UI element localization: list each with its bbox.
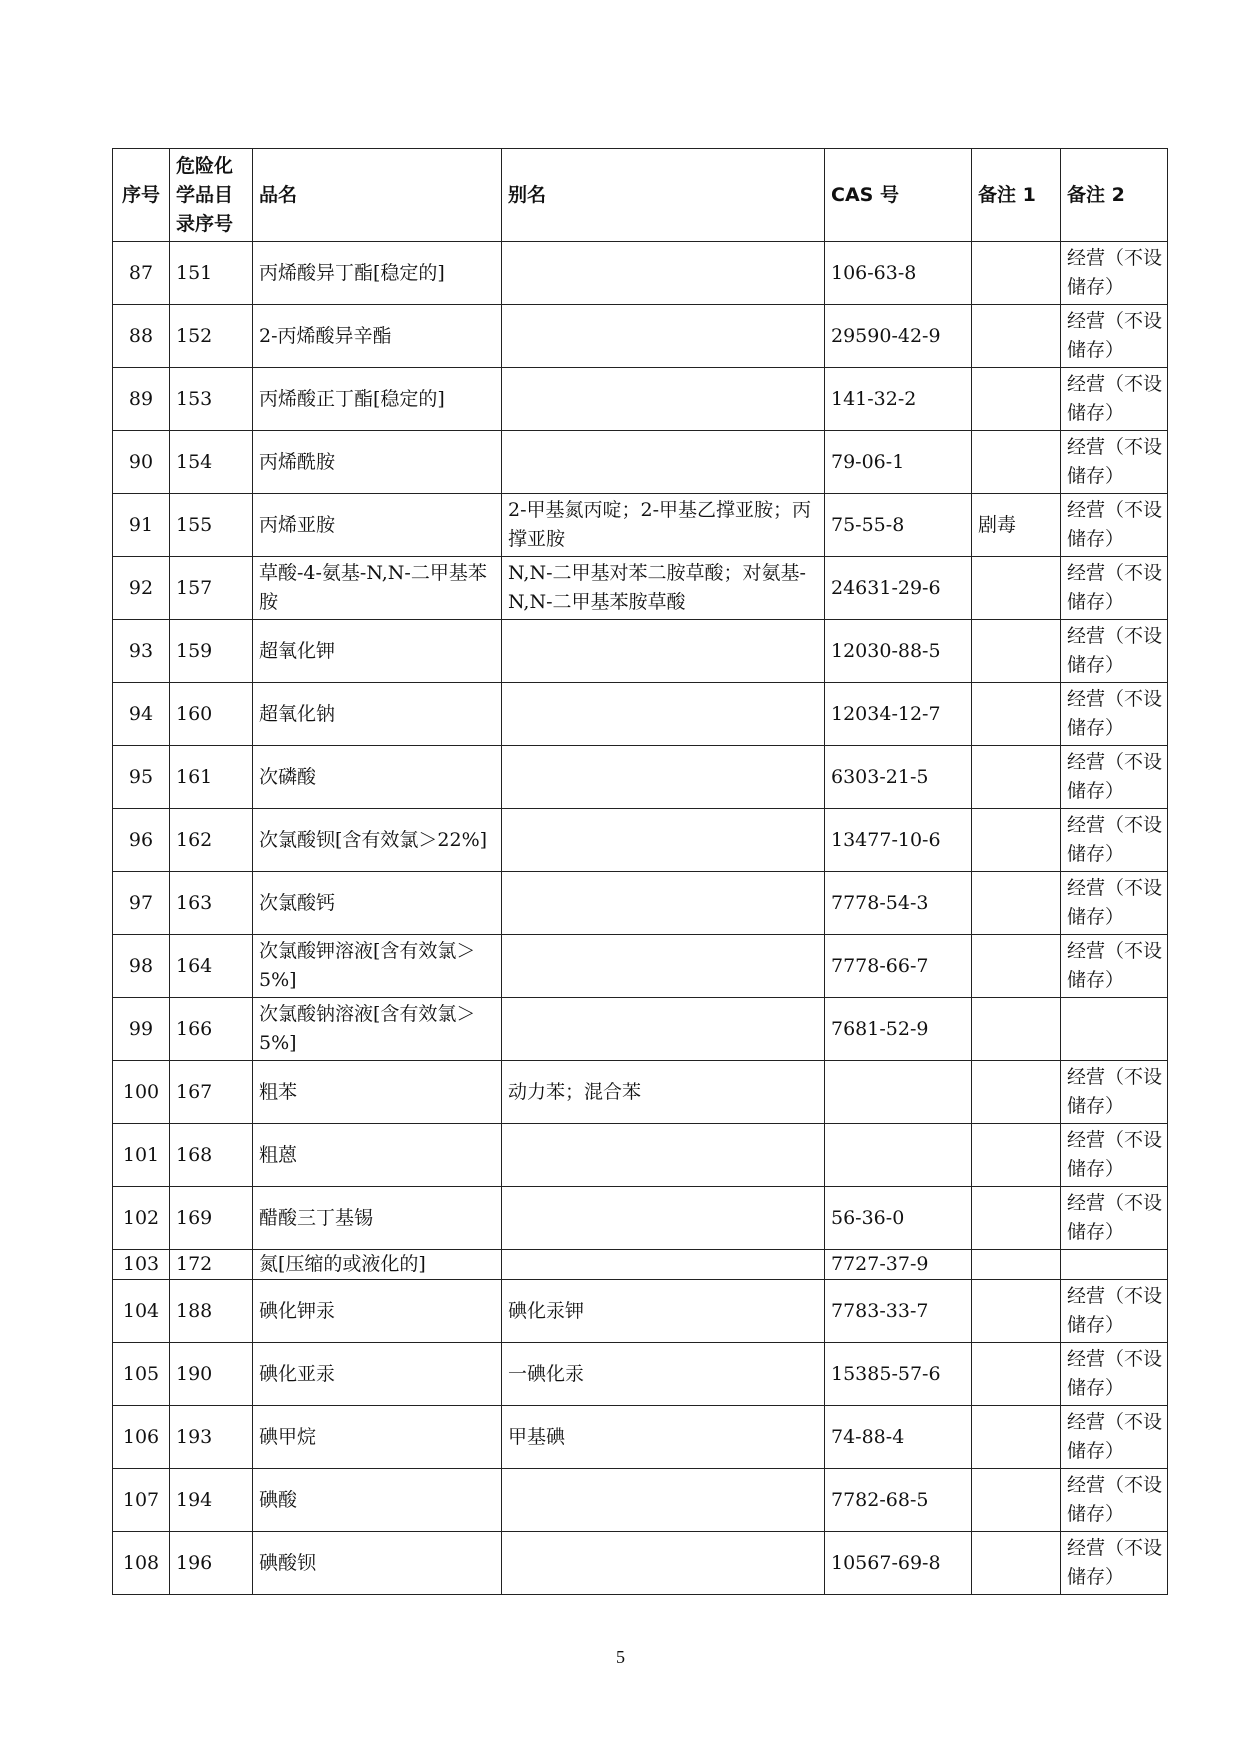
table-row [113,305,1168,368]
alias-cell [502,998,825,1061]
alias-cell [502,935,825,998]
product-name-cell: 丙烯酸异丁酯[稳定的] [253,242,502,305]
cas-number-cell: 7681-52-9 [825,998,972,1061]
column-header: CAS 号 [825,149,972,242]
row-number-cell: 104 [113,1280,170,1343]
cas-number-cell: 12030-88-5 [825,620,972,683]
remark2-cell: 经营（不设储存） [1061,494,1168,557]
catalog-number-cell: 159 [170,620,253,683]
product-name-cell: 草酸-4-氨基-N,N-二甲基苯胺 [253,557,502,620]
alias-cell [502,1124,825,1187]
remark1-cell [972,683,1061,746]
catalog-number-cell: 190 [170,1343,253,1406]
remark2-cell: 经营（不设储存） [1061,935,1168,998]
table-row [113,242,1168,305]
product-name-cell: 2-丙烯酸异辛酯 [253,305,502,368]
alias-cell [502,872,825,935]
alias-cell [502,746,825,809]
product-name-cell: 碘化钾汞 [253,1280,502,1343]
table-row [113,1250,1168,1280]
remark2-cell: 经营（不设储存） [1061,1469,1168,1532]
table-row [113,1061,1168,1124]
row-number-cell: 94 [113,683,170,746]
remark1-cell [972,1061,1061,1124]
alias-cell [502,620,825,683]
catalog-number-cell: 194 [170,1469,253,1532]
row-number-cell: 88 [113,305,170,368]
remark1-cell [972,431,1061,494]
product-name-cell: 粗苯 [253,1061,502,1124]
table-row [113,1469,1168,1532]
cas-number-cell: 29590-42-9 [825,305,972,368]
product-name-cell: 碘酸 [253,1469,502,1532]
row-number-cell: 103 [113,1250,170,1280]
table-row [113,1280,1168,1343]
alias-cell [502,809,825,872]
remark2-cell: 经营（不设储存） [1061,872,1168,935]
column-header: 备注 2 [1061,149,1168,242]
remark1-cell [972,998,1061,1061]
remark2-cell [1061,1250,1168,1280]
alias-cell [502,305,825,368]
remark1-cell [972,1250,1061,1280]
row-number-cell: 87 [113,242,170,305]
page-number: 5 [616,1647,625,1667]
table-row [113,1124,1168,1187]
alias-cell: 甲基碘 [502,1406,825,1469]
catalog-number-cell: 151 [170,242,253,305]
product-name-cell: 丙烯亚胺 [253,494,502,557]
row-number-cell: 99 [113,998,170,1061]
row-number-cell: 100 [113,1061,170,1124]
table-row [113,1532,1168,1595]
product-name-cell: 次氯酸钙 [253,872,502,935]
row-number-cell: 97 [113,872,170,935]
catalog-number-cell: 153 [170,368,253,431]
remark1-cell [972,620,1061,683]
alias-cell [502,431,825,494]
remark1-cell [972,242,1061,305]
alias-cell [502,1532,825,1595]
product-name-cell: 氮[压缩的或液化的] [253,1250,502,1280]
chemical-table [112,148,1168,1595]
cas-number-cell: 24631-29-6 [825,557,972,620]
remark2-cell: 经营（不设储存） [1061,431,1168,494]
catalog-number-cell: 155 [170,494,253,557]
remark1-cell: 剧毒 [972,494,1061,557]
catalog-number-cell: 162 [170,809,253,872]
alias-cell [502,1469,825,1532]
remark1-cell [972,1406,1061,1469]
remark2-cell: 经营（不设储存） [1061,557,1168,620]
catalog-number-cell: 172 [170,1250,253,1280]
row-number-cell: 102 [113,1187,170,1250]
remark2-cell: 经营（不设储存） [1061,305,1168,368]
catalog-number-cell: 160 [170,683,253,746]
remark1-cell [972,935,1061,998]
remark1-cell [972,746,1061,809]
catalog-number-cell: 196 [170,1532,253,1595]
product-name-cell: 次氯酸钾溶液[含有效氯＞5%] [253,935,502,998]
remark1-cell [972,1124,1061,1187]
catalog-number-cell: 154 [170,431,253,494]
row-number-cell: 91 [113,494,170,557]
row-number-cell: 96 [113,809,170,872]
column-header: 序号 [113,149,170,242]
remark2-cell: 经营（不设储存） [1061,683,1168,746]
remark2-cell [1061,998,1168,1061]
alias-cell: 2-甲基氮丙啶；2-甲基乙撑亚胺；丙撑亚胺 [502,494,825,557]
remark2-cell: 经营（不设储存） [1061,1406,1168,1469]
catalog-number-cell: 168 [170,1124,253,1187]
row-number-cell: 90 [113,431,170,494]
cas-number-cell: 75-55-8 [825,494,972,557]
product-name-cell: 丙烯酰胺 [253,431,502,494]
column-header: 危险化学品目录序号 [170,149,253,242]
cas-number-cell: 15385-57-6 [825,1343,972,1406]
cas-number-cell: 7778-66-7 [825,935,972,998]
alias-cell: 动力苯；混合苯 [502,1061,825,1124]
remark1-cell [972,305,1061,368]
catalog-number-cell: 193 [170,1406,253,1469]
catalog-number-cell: 167 [170,1061,253,1124]
table-row [113,1406,1168,1469]
cas-number-cell: 10567-69-8 [825,1532,972,1595]
row-number-cell: 89 [113,368,170,431]
table-row [113,368,1168,431]
remark1-cell [972,872,1061,935]
remark2-cell: 经营（不设储存） [1061,809,1168,872]
table-row [113,494,1168,557]
remark2-cell: 经营（不设储存） [1061,1061,1168,1124]
table-row [113,809,1168,872]
catalog-number-cell: 164 [170,935,253,998]
remark2-cell: 经营（不设储存） [1061,1532,1168,1595]
column-header: 别名 [502,149,825,242]
alias-cell: 碘化汞钾 [502,1280,825,1343]
remark1-cell [972,368,1061,431]
column-header: 备注 1 [972,149,1061,242]
row-number-cell: 95 [113,746,170,809]
alias-cell [502,368,825,431]
cas-number-cell: 106-63-8 [825,242,972,305]
remark2-cell: 经营（不设储存） [1061,1280,1168,1343]
product-name-cell: 超氧化钾 [253,620,502,683]
cas-number-cell: 7727-37-9 [825,1250,972,1280]
alias-cell [502,683,825,746]
cas-number-cell: 13477-10-6 [825,809,972,872]
catalog-number-cell: 169 [170,1187,253,1250]
cas-number-cell: 7783-33-7 [825,1280,972,1343]
remark1-cell [972,1187,1061,1250]
cas-number-cell: 56-36-0 [825,1187,972,1250]
cas-number-cell: 7782-68-5 [825,1469,972,1532]
row-number-cell: 93 [113,620,170,683]
remark1-cell [972,1469,1061,1532]
product-name-cell: 醋酸三丁基锡 [253,1187,502,1250]
catalog-number-cell: 166 [170,998,253,1061]
product-name-cell: 次磷酸 [253,746,502,809]
cas-number-cell [825,1124,972,1187]
cas-number-cell: 6303-21-5 [825,746,972,809]
alias-cell: N,N-二甲基对苯二胺草酸；对氨基-N,N-二甲基苯胺草酸 [502,557,825,620]
product-name-cell: 次氯酸钡[含有效氯＞22%] [253,809,502,872]
catalog-number-cell: 152 [170,305,253,368]
table-row [113,1187,1168,1250]
remark1-cell [972,1280,1061,1343]
product-name-cell: 碘酸钡 [253,1532,502,1595]
remark1-cell [972,557,1061,620]
table-row [113,683,1168,746]
table-row [113,998,1168,1061]
cas-number-cell: 74-88-4 [825,1406,972,1469]
alias-cell: 一碘化汞 [502,1343,825,1406]
alias-cell [502,1187,825,1250]
catalog-number-cell: 188 [170,1280,253,1343]
remark2-cell: 经营（不设储存） [1061,1124,1168,1187]
row-number-cell: 106 [113,1406,170,1469]
row-number-cell: 105 [113,1343,170,1406]
table-row [113,1343,1168,1406]
row-number-cell: 108 [113,1532,170,1595]
cas-number-cell: 12034-12-7 [825,683,972,746]
row-number-cell: 107 [113,1469,170,1532]
catalog-number-cell: 163 [170,872,253,935]
remark1-cell [972,1532,1061,1595]
table-row [113,746,1168,809]
product-name-cell: 粗蒽 [253,1124,502,1187]
cas-number-cell: 141-32-2 [825,368,972,431]
table-row [113,557,1168,620]
product-name-cell: 碘化亚汞 [253,1343,502,1406]
remark2-cell: 经营（不设储存） [1061,620,1168,683]
remark2-cell: 经营（不设储存） [1061,1187,1168,1250]
alias-cell [502,242,825,305]
product-name-cell: 超氧化钠 [253,683,502,746]
row-number-cell: 101 [113,1124,170,1187]
table-body [113,242,1168,1595]
column-header: 品名 [253,149,502,242]
cas-number-cell: 79-06-1 [825,431,972,494]
remark2-cell: 经营（不设储存） [1061,746,1168,809]
table-row [113,872,1168,935]
table-row [113,620,1168,683]
product-name-cell: 次氯酸钠溶液[含有效氯＞5%] [253,998,502,1061]
cas-number-cell: 7778-54-3 [825,872,972,935]
table-header-row [113,149,1168,242]
row-number-cell: 98 [113,935,170,998]
catalog-number-cell: 157 [170,557,253,620]
product-name-cell: 丙烯酸正丁酯[稳定的] [253,368,502,431]
cas-number-cell [825,1061,972,1124]
remark2-cell: 经营（不设储存） [1061,368,1168,431]
remark1-cell [972,809,1061,872]
row-number-cell: 92 [113,557,170,620]
product-name-cell: 碘甲烷 [253,1406,502,1469]
remark2-cell: 经营（不设储存） [1061,242,1168,305]
remark1-cell [972,1343,1061,1406]
table-row [113,935,1168,998]
alias-cell [502,1250,825,1280]
remark2-cell: 经营（不设储存） [1061,1343,1168,1406]
table-row [113,431,1168,494]
catalog-number-cell: 161 [170,746,253,809]
